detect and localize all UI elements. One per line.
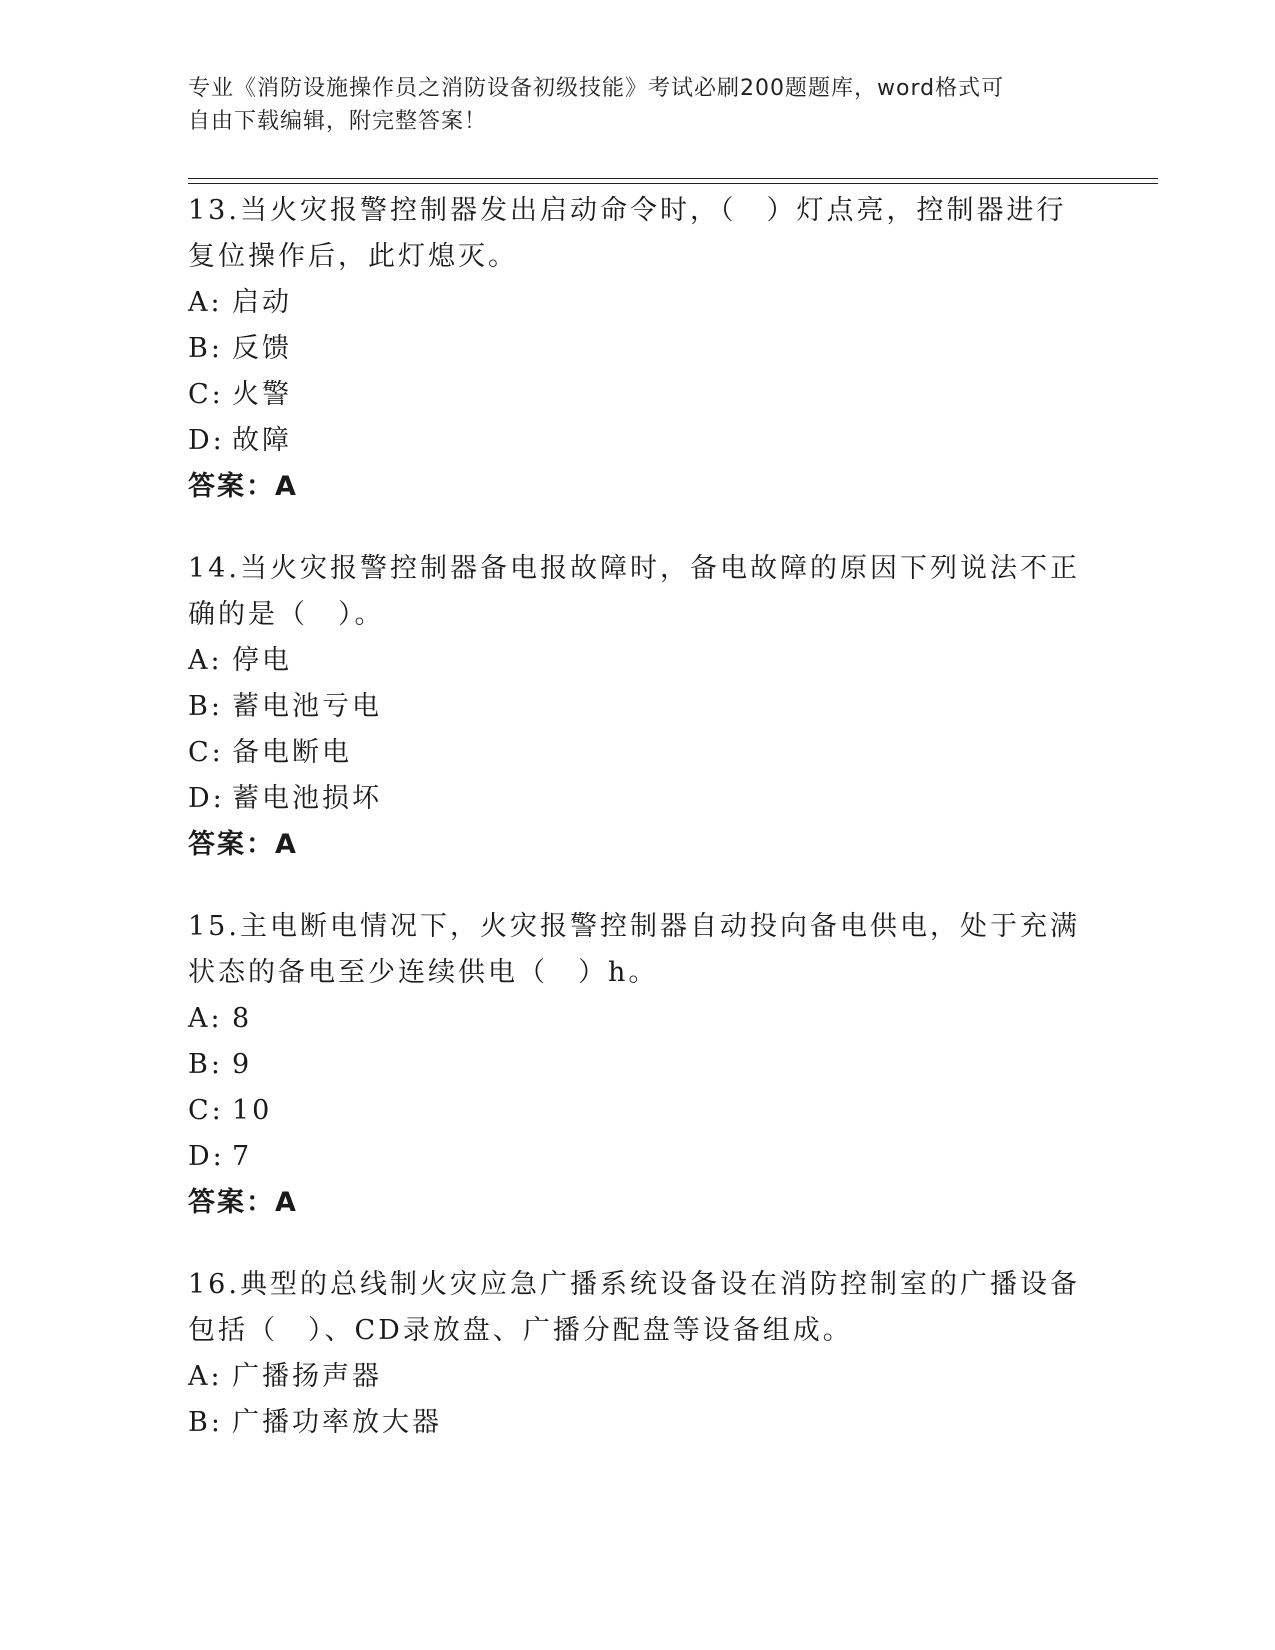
option-key: D:	[188, 425, 225, 456]
option-text: 9	[232, 1049, 253, 1080]
option-b	[188, 684, 1088, 730]
option-b	[188, 1042, 1088, 1088]
header-divider-top	[188, 178, 1158, 179]
option-d	[188, 1134, 1088, 1180]
option-text: 启动	[232, 287, 292, 318]
question-13	[188, 188, 1088, 510]
option-text: 广播功率放大器	[232, 1407, 442, 1438]
answer: 答案：A	[188, 471, 298, 502]
option-a	[188, 1354, 1088, 1400]
option-text: 备电断电	[232, 737, 352, 768]
option-key: C:	[188, 737, 224, 768]
question-text: 16.典型的总线制火灾应急广播系统设备设在消防控制室的广播设备包括（ ）、CD录放盘、广播分配盘等设备组成。	[188, 1269, 1080, 1346]
option-text: 火警	[232, 379, 292, 410]
option-key: D:	[188, 783, 225, 814]
header-divider-bottom	[188, 183, 1158, 184]
question-text: 13.当火灾报警控制器发出启动命令时，（ ）灯点亮，控制器进行复位操作后，此灯熄灭。	[188, 195, 1067, 272]
option-text: 蓄电池亏电	[232, 691, 382, 722]
option-d	[188, 418, 1088, 464]
option-text: 反馈	[232, 333, 292, 364]
option-text: 蓄电池损坏	[232, 783, 382, 814]
option-text: 8	[232, 1003, 253, 1034]
option-key: B:	[188, 691, 223, 722]
option-a	[188, 638, 1088, 684]
option-text: 10	[232, 1095, 273, 1126]
question-15	[188, 904, 1088, 1226]
option-text: 7	[232, 1141, 253, 1172]
option-c	[188, 372, 1088, 418]
option-key: A:	[188, 1003, 223, 1034]
option-key: A:	[188, 645, 223, 676]
question-text: 14.当火灾报警控制器备电报故障时，备电故障的原因下列说法不正确的是（ ）。	[188, 553, 1080, 630]
question-14	[188, 546, 1088, 868]
option-key: A:	[188, 1361, 223, 1392]
option-text: 故障	[232, 425, 292, 456]
question-list	[188, 188, 1088, 1482]
option-key: C:	[188, 1095, 224, 1126]
option-d	[188, 776, 1088, 822]
option-key: D:	[188, 1141, 225, 1172]
answer: 答案：A	[188, 1187, 298, 1218]
option-key: B:	[188, 1407, 223, 1438]
option-c	[188, 1088, 1088, 1134]
option-text: 广播扬声器	[232, 1361, 382, 1392]
header-line-2: 自由下载编辑，附完整答案！	[188, 109, 488, 134]
option-a	[188, 280, 1088, 326]
header-line-1: 专业《消防设施操作员之消防设备初级技能》考试必刷200题题库，word格式可	[188, 76, 1005, 101]
option-b	[188, 1400, 1088, 1446]
option-key: A:	[188, 287, 223, 318]
question-16	[188, 1262, 1088, 1446]
option-text: 停电	[232, 645, 292, 676]
question-text: 15.主电断电情况下，火灾报警控制器自动投向备电供电，处于充满状态的备电至少连续供电（ ）h。	[188, 911, 1080, 988]
option-key: B:	[188, 1049, 223, 1080]
option-b	[188, 326, 1088, 372]
answer: 答案：A	[188, 829, 298, 860]
option-key: C:	[188, 379, 224, 410]
option-c	[188, 730, 1088, 776]
document-header	[188, 72, 1088, 138]
option-a	[188, 996, 1088, 1042]
option-key: B:	[188, 333, 223, 364]
